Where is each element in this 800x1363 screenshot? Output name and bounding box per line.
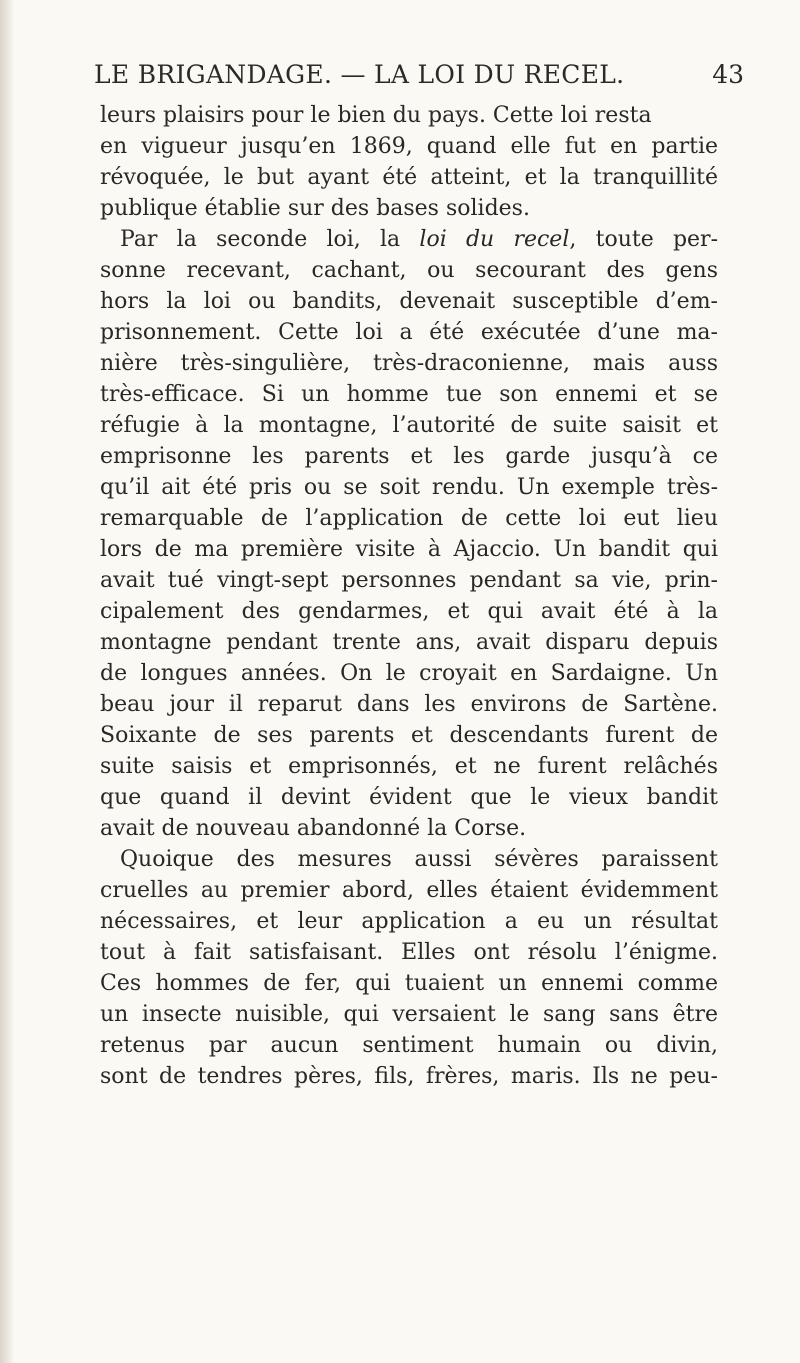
text-line: réfugie à la montagne, l’autorité de suite saisit et xyxy=(100,413,718,438)
text-line: retenus par aucun sentiment humain ou divin, xyxy=(100,1033,718,1058)
text-line: cruelles au premier abord, elles étaient évidemment xyxy=(100,878,718,903)
running-head: LE BRIGANDAGE. — LA LOI DU RECEL. xyxy=(94,60,625,89)
text-line: un insecte nuisible, qui versaient le sang sans être xyxy=(100,1002,718,1027)
text-line: remarquable de l’application de cette loi eut lieu xyxy=(100,506,718,531)
text-segment: , toute per- xyxy=(569,227,719,252)
text-line: prisonnement. Cette loi a été exécutée d’une ma- xyxy=(100,320,718,345)
text-line: avait tué vingt-sept personnes pendant sa vie, prin- xyxy=(100,568,718,593)
text-line: avait de nouveau abandonné la Corse. xyxy=(100,816,527,841)
text-line: hors la loi ou bandits, devenait susceptible d’em- xyxy=(100,289,718,314)
text-line: très-efficace. Si un homme tue son ennemi et se xyxy=(100,382,718,407)
text-line: cipalement des gendarmes, et qui avait été à la xyxy=(100,599,718,624)
text-line: leurs plaisirs pour le bien du pays. Cette loi resta xyxy=(100,103,652,128)
page-header xyxy=(64,60,744,94)
text-line: de longues années. On le croyait en Sardaigne. Un xyxy=(100,661,718,686)
text-line: suite saisis et emprisonnés, et ne furent relâchés xyxy=(100,754,718,779)
text-line: lors de ma première visite à Ajaccio. Un bandit qui xyxy=(100,537,718,562)
body-text xyxy=(100,100,718,1092)
text-line: qu’il ait été pris ou se soit rendu. Un exemple très- xyxy=(100,475,718,500)
page-number: 43 xyxy=(712,60,744,89)
text-line xyxy=(100,224,718,255)
page-binding-edge xyxy=(0,0,14,1363)
text-line: nécessaires, et leur application a eu un résultat xyxy=(100,909,718,934)
text-line: que quand il devint évident que le vieux bandit xyxy=(100,785,718,810)
text-line: emprisonne les parents et les garde jusqu’à ce xyxy=(100,444,718,469)
text-line: publique établie sur des bases solides. xyxy=(100,196,530,221)
text-line: nière très-singulière, très-draconienne, mais auss xyxy=(100,351,718,376)
text-line: Ces hommes de fer, qui tuaient un ennemi comme xyxy=(100,971,718,996)
text-line: Quoique des mesures aussi sévères paraissent xyxy=(120,847,718,872)
text-line: en vigueur jusqu’en 1869, quand elle fut en partie xyxy=(100,134,718,159)
text-segment: Par la seconde loi, la xyxy=(120,227,420,252)
text-line: tout à fait satisfaisant. Elles ont résolu l’énigme. xyxy=(100,940,718,965)
text-line: sont de tendres pères, fils, frères, maris. Ils ne peu- xyxy=(100,1064,718,1089)
text-line: beau jour il reparut dans les environs de Sartène. xyxy=(100,692,718,717)
emphasized-term: loi du recel xyxy=(419,227,570,252)
text-line: Soixante de ses parents et descendants furent de xyxy=(100,723,718,748)
text-line: sonne recevant, cachant, ou secourant des gens xyxy=(100,258,718,283)
text-line: révoquée, le but ayant été atteint, et la tranquillité xyxy=(100,165,718,190)
text-line: montagne pendant trente ans, avait disparu depuis xyxy=(100,630,718,655)
